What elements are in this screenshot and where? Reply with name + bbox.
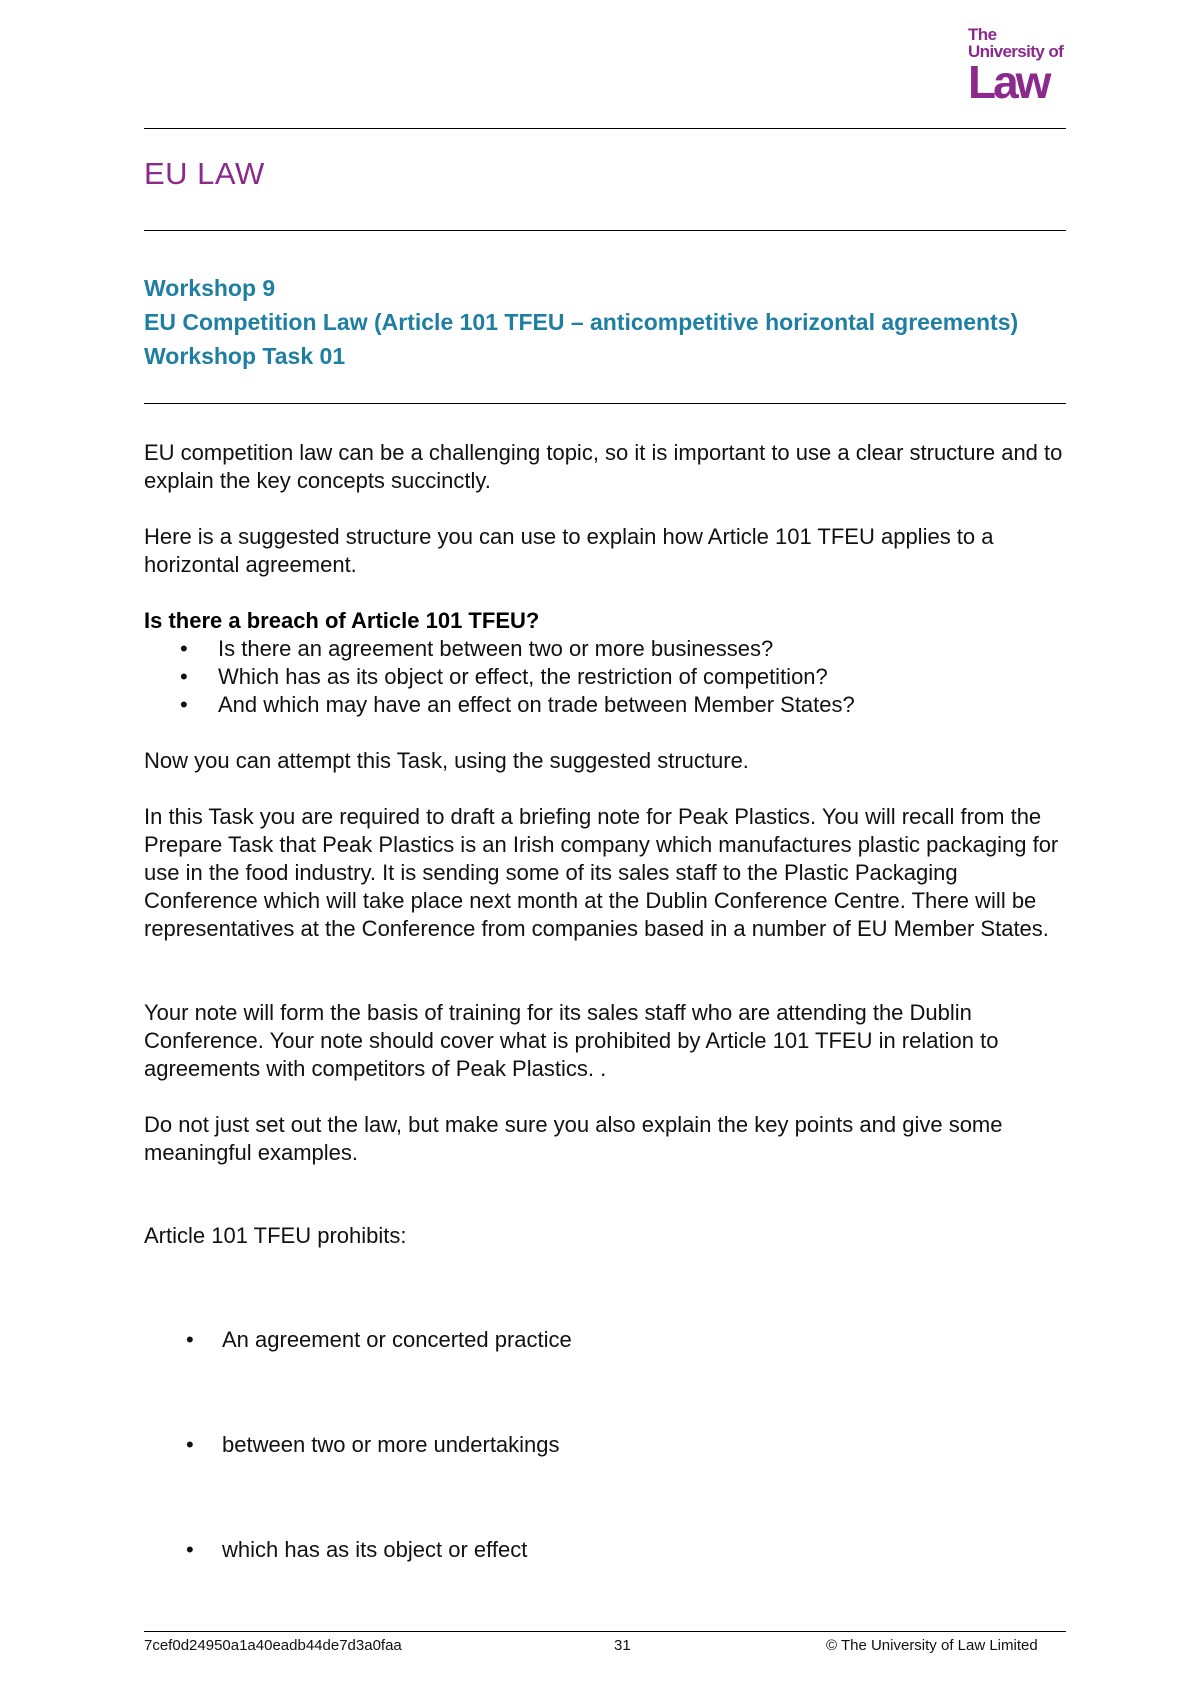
workshop-number: Workshop 9 <box>144 275 276 301</box>
list-item <box>144 635 855 663</box>
paragraph-text: Here is a suggested structure you can use to explain how Article 101 TFEU applies to a horizontal agreement. <box>144 524 994 577</box>
paragraph-text: Your note will form the basis of training for its sales staff who are attending the Dublin Conference. Your note should cover what is prohibited by Article 101 TFEU in relation to agreements with competitors of Peak Plastics. . <box>144 1000 999 1081</box>
list-item <box>144 663 855 691</box>
paragraph-note-purpose <box>144 999 1074 1083</box>
footer-copyright: © The University of Law Limited <box>826 1637 1038 1654</box>
header-rule-top <box>144 128 1066 129</box>
paragraph-structure <box>144 523 1074 579</box>
footer-rule <box>144 1631 1066 1632</box>
paragraph-text: Now you can attempt this Task, using the suggested structure. <box>144 748 749 773</box>
list-item-text: between two or more undertakings <box>222 1432 560 1457</box>
bullet-icon: • <box>186 1327 194 1352</box>
paragraph-task-description <box>144 803 1074 943</box>
structure-bullet-list <box>144 635 855 719</box>
bullet-icon: • <box>186 1432 194 1457</box>
paragraph-text: In this Task you are required to draft a briefing note for Peak Plastics. You will recall from the Prepare Task that Peak Plastics is an Irish company which manufactures plastic packaging for use in the food industry. It is sending some of its sales staff to the Plastic Packaging Conference which will take place next month at the Dublin Conference Centre. There will be representatives at the Conference from companies based in a number of EU Member States. <box>144 804 1059 941</box>
breach-question: Is there a breach of Article 101 TFEU? <box>144 608 540 633</box>
paragraph-text: Article 101 TFEU prohibits: <box>144 1223 407 1248</box>
bullet-icon: • <box>180 692 188 717</box>
footer-page-number: 31 <box>614 1637 631 1654</box>
bullet-icon: • <box>180 636 188 661</box>
logo-line-law: Law <box>968 56 1049 108</box>
list-item-text: Is there an agreement between two or more businesses? <box>218 636 774 661</box>
header-rule-bottom <box>144 403 1066 404</box>
bullet-icon: • <box>180 664 188 689</box>
list-item-text: which has as its object or effect <box>222 1537 528 1562</box>
paragraph-attempt <box>144 747 1074 775</box>
workshop-task: Workshop Task 01 <box>144 343 346 369</box>
list-item-text: An agreement or concerted practice <box>222 1327 572 1352</box>
document-title: EU LAW <box>144 156 265 191</box>
workshop-topic: EU Competition Law (Article 101 TFEU – anticompetitive horizontal agreements) <box>144 309 1019 335</box>
paragraph-instructions <box>144 1111 1074 1167</box>
paragraph-intro <box>144 439 1074 495</box>
paragraph-text: Do not just set out the law, but make sure you also explain the key points and give some meaningful examples. <box>144 1112 1003 1165</box>
workshop-heading <box>144 271 1018 373</box>
bullet-icon: • <box>186 1537 194 1562</box>
logo-line-the: The <box>968 25 997 44</box>
list-item-text: Which has as its object or effect, the restriction of competition? <box>218 664 828 689</box>
university-of-law-logo <box>968 25 1064 108</box>
footer-document-id: 7cef0d24950a1a40eadb44de7d3a0faa <box>144 1637 402 1654</box>
header-rule-middle <box>144 230 1066 231</box>
list-item <box>144 691 855 719</box>
paragraph-text: EU competition law can be a challenging topic, so it is important to use a clear structure and to explain the key concepts succinctly. <box>144 440 1063 493</box>
paragraph-prohibits <box>144 1222 1074 1250</box>
logo-line-university: University of <box>968 42 1064 61</box>
list-item-text: And which may have an effect on trade between Member States? <box>218 692 855 717</box>
